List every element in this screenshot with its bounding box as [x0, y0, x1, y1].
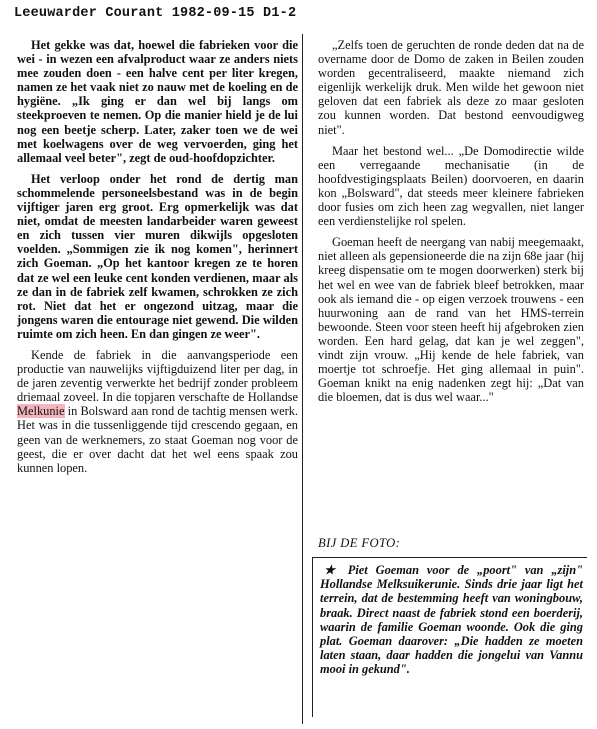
photo-caption-box [312, 557, 587, 717]
highlighted-term-melkunie: Melkunie [17, 404, 65, 419]
photo-heading: BIJ DE FOTO: [318, 536, 401, 550]
paragraph-production-growth [17, 348, 298, 475]
column-divider [302, 34, 303, 724]
page-header: Leeuwarder Courant 1982-09-15 D1-2 [14, 6, 297, 21]
paragraph-rumours: „Zelfs toen de geruchten de ronde deden dat na de overname door de Domo de zaken in Beilen zouden worden gecentraliseerd, maakte niemand zich eigenlijk werkelijk druk. Men wilde het gewoon niet geloven dat een fabriek als deze zo maar gesloten zou kunnen worden. Dat bestond eenvoudigweg niet". [318, 38, 584, 137]
article-right-column [318, 38, 584, 404]
text-before-highlight: Kende de fabriek in die aanvangsperiode een productie van nauwelijks vijftigduizend liter per dag, in de jaren zeventig verwerkte het bedrijf zonder probleem driemaal zoveel. In die topjaren verschafte de Hollandse [17, 347, 298, 405]
paragraph-whey-hygiene: Het gekke was dat, hoewel die fabrieken voor die wei - in wezen een afvalproduct waar ze anders niets mee zouden doen - een halve cent per liter kregen, namen ze het vaak niet zo nauw met de koeling en de hygiëne. „Ik ging er dan wel bij langs om steekproeven te nemen. Op die manier hield je de lui nog een beetje scherp. Later, zaker toen we de wei met koelwagens over de weg vervoerden, ging het allemaal veel beter", zegt de oud-hoofdopzichter. [17, 38, 298, 165]
paragraph-decline: Goeman heeft de neergang van nabij meegemaakt, niet alleen als gepensioneerde die na zijn 68e jaar (hij kreeg dispensatie om te mogen doorwerken) sterk bij het wel en wee van de fabriek bleef betrokken, maar ook als iemand die - op eigen verzoek trouwens - een huurwoning aan de rand van het HMS-terrein bewoonde. Steen voor steen heeft hij afgebroken zien worden. Een hard gelag, dat kan je wel zeggen", vindt zijn vrouw. „Hij kende de hele fabriek, van moertje tot schroefje. Het ging allemaal in puin". Goeman knikt na enig nadenken zegt hij: „Dat van die bloemen, dat is dus wel waar..." [318, 235, 584, 405]
paragraph-staff-turnover: Het verloop onder het rond de dertig man schommelende personeelsbestand was in de begin vijftiger jaren erg groot. Erg opmerkelijk was dat niet, omdat de meesten landarbeider waren geweest en zich tussen vier muren dikwijls opgesloten voelden. „Sommigen zie ik nog komen", herinnert zich Goeman. „Op het kantoor kregen ze te horen dat ze wel een leuke cent konden verdienen, maar als ze dan in de fabriek zelf kwamen, schrokken ze zich rot. Niet dat het er ongezond uitzag, maar die jongens waren die entourage niet gewend. Die wilden ruimte om zich heen. En dan gingen ze weer". [17, 171, 298, 341]
paragraph-domo-mechanisation: Maar het bestond wel... „De Domodirectie wilde een verregaande mechanisatie (in de hoofdvestigingsplaats Beilen) doorvoeren, en daarin kon „Bolsward", dat steeds meer kleinere fabrieken door fusies om zich heen zag wegvallen, niet langer een verdienstelijke rol spelen. [318, 143, 584, 229]
article-left-column [17, 38, 298, 475]
photo-caption: ★ Piet Goeman voor de „poort" van „zijn" Hollandse Melksuikerunie. Sinds drie jaar ligt het terrein, dat de bestemming heeft van woningbouw, braak. Direct naast de fabriek stond een boerderij, waarin de familie Goeman woonde. Ook die ging plat. Goeman daarover: „Die hadden ze moeten laten staan, daar hadden die jongelui van Vannu mooi in gekund". [320, 563, 583, 677]
text-after-highlight: in Bolsward aan rond de tachtig mensen werk. Het was in die tussenliggende tijd crescendo gegaan, en geen van de werknemers, zo staat Goeman nog voor de geest, die er over dacht dat het wel eens spaak zou kunnen lopen. [17, 404, 298, 475]
